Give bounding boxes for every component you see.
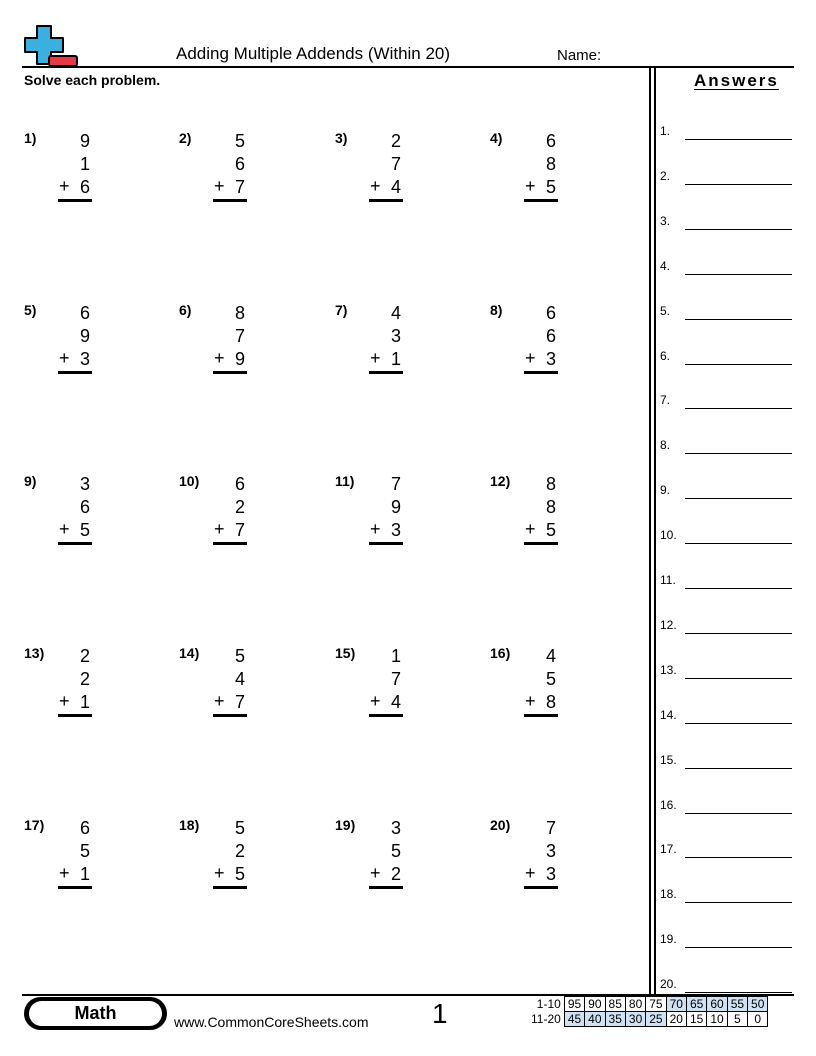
addend: 7 <box>234 326 245 346</box>
addend: 3 <box>545 864 556 884</box>
answer-line[interactable] <box>660 569 792 589</box>
addend: 4 <box>390 303 401 323</box>
score-cell: 45 <box>564 1012 584 1027</box>
answer-blank[interactable] <box>685 992 792 993</box>
sum-line <box>369 542 403 545</box>
answer-blank[interactable] <box>685 453 792 454</box>
score-cell: 55 <box>727 997 747 1012</box>
problem-number: 13) <box>24 645 45 661</box>
addition-problem <box>24 302 134 382</box>
addend: 7 <box>390 154 401 174</box>
answer-number: 8. <box>660 438 671 453</box>
sum-line <box>213 542 247 545</box>
answer-line[interactable] <box>660 434 792 454</box>
answer-number: 11. <box>660 573 676 587</box>
answer-number: 4. <box>660 258 671 273</box>
answer-blank[interactable] <box>685 857 792 858</box>
addend: 7 <box>234 692 245 712</box>
score-cell: 5 <box>727 1012 747 1027</box>
addition-problem <box>179 130 289 210</box>
addition-problem <box>24 645 134 725</box>
addend: 6 <box>545 131 556 151</box>
addend: 5 <box>234 818 245 838</box>
problem-number: 18) <box>179 817 200 833</box>
addend: 8 <box>234 303 245 323</box>
sum-line <box>369 714 403 717</box>
answer-number: 15. <box>660 752 677 767</box>
sum-line <box>213 886 247 889</box>
addend: 6 <box>79 177 90 197</box>
answer-number: 14. <box>660 707 677 722</box>
plus-minus-logo-icon <box>23 24 79 68</box>
sum-line <box>58 886 92 889</box>
answer-line[interactable] <box>660 838 792 858</box>
score-cell: 15 <box>686 1012 706 1027</box>
plus-sign: + <box>525 519 536 539</box>
plus-sign: + <box>214 863 225 883</box>
sum-line <box>58 542 92 545</box>
answer-line[interactable] <box>660 973 792 993</box>
answer-blank[interactable] <box>685 947 792 948</box>
score-cell: 60 <box>707 997 727 1012</box>
plus-sign: + <box>59 348 70 368</box>
addend: 6 <box>545 303 556 323</box>
plus-sign: + <box>525 348 536 368</box>
addend: 2 <box>234 841 245 861</box>
addend: 3 <box>545 841 556 861</box>
header-divider <box>22 66 794 68</box>
plus-sign: + <box>214 691 225 711</box>
addend: 8 <box>545 497 556 517</box>
problem-number: 10) <box>179 473 200 489</box>
addition-problem <box>490 130 600 210</box>
addition-problem <box>179 817 289 897</box>
score-cell: 20 <box>666 1012 686 1027</box>
site-url: www.CommonCoreSheets.com <box>174 1014 369 1030</box>
sum-line <box>369 199 403 202</box>
sum-line <box>58 371 92 374</box>
plus-sign: + <box>525 176 536 196</box>
addition-problem <box>179 645 289 725</box>
answer-line[interactable] <box>660 524 792 544</box>
score-cell: 70 <box>666 997 686 1012</box>
answer-line[interactable] <box>660 479 792 499</box>
problem-number: 16) <box>490 645 511 661</box>
sum-line <box>524 371 558 374</box>
answer-line[interactable] <box>660 210 792 230</box>
addend: 2 <box>390 131 401 151</box>
sum-line <box>524 714 558 717</box>
answer-blank[interactable] <box>685 408 792 409</box>
answer-number: 18. <box>660 887 677 902</box>
plus-sign: + <box>525 691 536 711</box>
addend: 7 <box>390 474 401 494</box>
addend: 6 <box>79 303 90 323</box>
instructions: Solve each problem. <box>24 72 161 88</box>
problem-number: 20) <box>490 817 511 833</box>
score-cell: 95 <box>564 997 584 1012</box>
answers-divider-left <box>649 68 651 994</box>
page-number: 1 <box>432 998 448 1029</box>
problem-number: 2) <box>179 130 192 146</box>
addend: 6 <box>234 474 245 494</box>
sum-line <box>58 714 92 717</box>
addend: 8 <box>545 692 556 712</box>
plus-sign: + <box>214 176 225 196</box>
addition-problem <box>179 473 289 553</box>
answer-number: 2. <box>660 168 671 183</box>
addend: 6 <box>545 326 556 346</box>
answer-number: 17. <box>660 842 677 857</box>
answer-number: 7. <box>660 393 671 408</box>
score-row <box>528 997 768 1012</box>
addition-problem <box>24 130 134 210</box>
sum-line <box>369 886 403 889</box>
score-cell: 75 <box>646 997 666 1012</box>
problem-number: 7) <box>335 302 348 318</box>
addend: 8 <box>545 154 556 174</box>
answer-number: 1. <box>660 124 671 138</box>
answer-blank[interactable] <box>685 633 792 634</box>
score-cell: 80 <box>625 997 645 1012</box>
answer-line[interactable] <box>660 345 792 365</box>
answer-blank[interactable] <box>685 588 792 589</box>
answer-line[interactable] <box>660 165 792 185</box>
plus-sign: + <box>214 348 225 368</box>
sum-line <box>213 199 247 202</box>
sum-line <box>213 371 247 374</box>
addend: 5 <box>545 520 556 540</box>
addend: 3 <box>79 349 90 369</box>
worksheet-title: Adding Multiple Addends (Within 20) <box>176 44 451 63</box>
answers-title: Answers <box>694 71 779 90</box>
answer-number: 3. <box>660 213 671 228</box>
subject-badge <box>24 997 167 1030</box>
answer-blank[interactable] <box>685 723 792 724</box>
addition-problem <box>335 130 445 210</box>
plus-sign: + <box>370 348 381 368</box>
addend: 5 <box>234 131 245 151</box>
score-row-label: 1-10 <box>536 997 561 1011</box>
answer-number: 6. <box>660 348 671 363</box>
answer-number: 13. <box>660 662 677 677</box>
addend: 1 <box>390 646 401 666</box>
answer-blank[interactable] <box>685 768 792 769</box>
addend: 7 <box>234 520 245 540</box>
answer-number: 20. <box>660 977 677 992</box>
sum-line <box>524 886 558 889</box>
plus-sign: + <box>59 176 70 196</box>
answer-blank[interactable] <box>685 902 792 903</box>
answer-blank[interactable] <box>685 139 792 140</box>
addend: 2 <box>79 669 90 689</box>
addend: 9 <box>234 349 245 369</box>
addend: 2 <box>234 497 245 517</box>
addend: 2 <box>79 646 90 666</box>
addend: 7 <box>545 818 556 838</box>
sum-line <box>524 542 558 545</box>
plus-sign: + <box>59 519 70 539</box>
addend: 6 <box>234 154 245 174</box>
addend: 1 <box>79 864 90 884</box>
plus-sign: + <box>59 691 70 711</box>
answer-line[interactable] <box>660 794 792 814</box>
problem-number: 8) <box>490 302 503 318</box>
score-cell: 40 <box>585 1012 605 1027</box>
addend: 2 <box>390 864 401 884</box>
addend: 1 <box>79 154 90 174</box>
addend: 9 <box>390 497 401 517</box>
answer-blank[interactable] <box>685 319 792 320</box>
addition-problem <box>490 645 600 725</box>
answer-blank[interactable] <box>685 498 792 499</box>
plus-sign: + <box>370 519 381 539</box>
score-cell: 35 <box>605 1012 625 1027</box>
addition-problem <box>335 473 445 553</box>
problem-number: 1) <box>24 130 37 146</box>
answers-divider-right <box>654 68 656 994</box>
answer-blank[interactable] <box>685 229 792 230</box>
addend: 1 <box>390 349 401 369</box>
problem-number: 5) <box>24 302 37 318</box>
answer-line[interactable] <box>660 883 792 903</box>
addend: 3 <box>390 326 401 346</box>
answer-number: 16. <box>660 797 677 812</box>
addition-problem <box>335 302 445 382</box>
addend: 5 <box>234 646 245 666</box>
answer-line[interactable] <box>660 614 792 634</box>
addition-problem <box>335 817 445 897</box>
score-row-label: 11-20 <box>531 1012 561 1026</box>
addend: 4 <box>390 692 401 712</box>
addend: 4 <box>545 646 556 666</box>
problem-number: 11) <box>335 473 355 489</box>
score-cell: 90 <box>585 997 605 1012</box>
answer-line[interactable] <box>660 704 792 724</box>
problem-number: 3) <box>335 130 348 146</box>
answer-line[interactable] <box>660 928 792 948</box>
problem-number: 9) <box>24 473 37 489</box>
answer-blank[interactable] <box>685 813 792 814</box>
answer-line[interactable] <box>660 300 792 320</box>
answer-number: 5. <box>660 303 671 318</box>
addition-problem <box>179 302 289 382</box>
problem-number: 14) <box>179 645 200 661</box>
addend: 6 <box>79 818 90 838</box>
answer-blank[interactable] <box>685 543 792 544</box>
addend: 7 <box>390 669 401 689</box>
plus-sign: + <box>370 863 381 883</box>
score-cell: 10 <box>707 1012 727 1027</box>
answer-line[interactable] <box>660 120 792 140</box>
plus-sign: + <box>370 691 381 711</box>
answer-number: 12. <box>660 617 677 632</box>
addition-problem <box>490 302 600 382</box>
subject-badge-label: Math <box>29 1001 162 1026</box>
plus-sign: + <box>370 176 381 196</box>
answer-blank[interactable] <box>685 678 792 679</box>
score-table <box>528 996 768 1027</box>
answer-line[interactable] <box>660 255 792 275</box>
answer-number: 9. <box>660 483 671 498</box>
plus-sign: + <box>59 863 70 883</box>
score-cell: 50 <box>748 997 768 1012</box>
answer-blank[interactable] <box>685 184 792 185</box>
answer-blank[interactable] <box>685 274 792 275</box>
addend: 6 <box>79 497 90 517</box>
answer-blank[interactable] <box>685 364 792 365</box>
score-cell: 0 <box>748 1012 768 1027</box>
addend: 5 <box>545 669 556 689</box>
answer-number: 19. <box>660 932 677 947</box>
addend: 8 <box>545 474 556 494</box>
addend: 3 <box>79 474 90 494</box>
score-cell: 30 <box>625 1012 645 1027</box>
addition-problem <box>24 817 134 897</box>
sum-line <box>58 199 92 202</box>
sum-line <box>524 199 558 202</box>
problem-number: 17) <box>24 817 45 833</box>
addend: 4 <box>234 669 245 689</box>
addition-problem <box>490 817 600 897</box>
addition-problem <box>24 473 134 553</box>
problem-number: 4) <box>490 130 503 146</box>
addend: 5 <box>79 841 90 861</box>
answer-line[interactable] <box>660 749 792 769</box>
score-cell: 85 <box>605 997 625 1012</box>
addend: 3 <box>545 349 556 369</box>
addend: 5 <box>545 177 556 197</box>
addend: 5 <box>79 520 90 540</box>
sum-line <box>369 371 403 374</box>
addend: 7 <box>234 177 245 197</box>
addition-problem <box>335 645 445 725</box>
plus-sign: + <box>214 519 225 539</box>
addend: 5 <box>234 864 245 884</box>
problem-number: 19) <box>335 817 356 833</box>
name-label: Name: <box>557 47 602 64</box>
addend: 4 <box>390 177 401 197</box>
addend: 3 <box>390 520 401 540</box>
addend: 5 <box>390 841 401 861</box>
problem-number: 6) <box>179 302 192 318</box>
addend: 1 <box>79 692 90 712</box>
addition-problem <box>490 473 600 553</box>
score-row <box>528 1012 768 1027</box>
addend: 3 <box>390 818 401 838</box>
score-cell: 65 <box>686 997 706 1012</box>
sum-line <box>213 714 247 717</box>
answer-line[interactable] <box>660 659 792 679</box>
answer-line[interactable] <box>660 389 792 409</box>
addend: 9 <box>79 326 90 346</box>
score-cell: 25 <box>646 1012 666 1027</box>
problem-number: 12) <box>490 473 511 489</box>
plus-sign: + <box>525 863 536 883</box>
answer-number: 10. <box>660 528 677 543</box>
addend: 9 <box>79 131 90 151</box>
problem-number: 15) <box>335 645 356 661</box>
